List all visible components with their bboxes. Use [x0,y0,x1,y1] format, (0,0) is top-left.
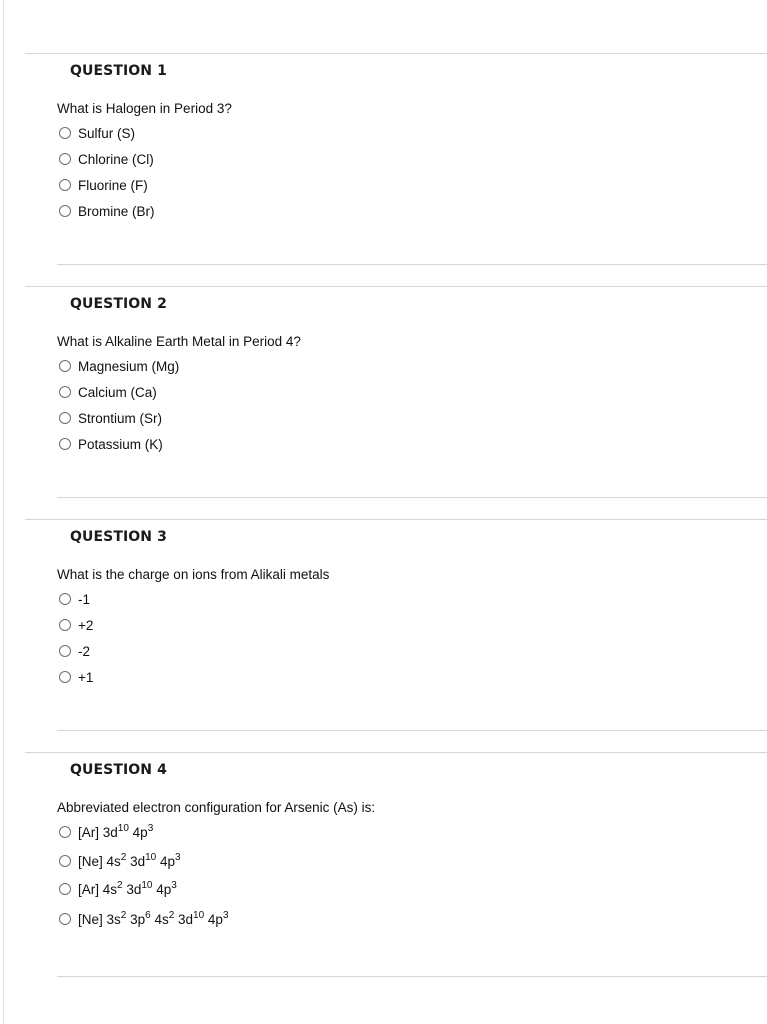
superscript: 2 [120,909,127,921]
answer-label: [Ar] $4s^2$ $3d^{10}$ $4p^3$ [78,879,177,897]
question-bottom-divider [57,497,767,498]
answer-option[interactable] [59,667,93,687]
answer-label: -2 [78,643,91,659]
answer-option[interactable] [59,382,157,402]
answer-label: +1 [78,669,94,685]
answer-option[interactable] [59,879,177,899]
radio-button[interactable] [59,883,71,895]
radio-button[interactable] [59,360,71,372]
radio-button[interactable] [59,205,71,217]
answer-label: Bromine (Br) [78,203,155,219]
radio-button[interactable] [59,826,71,838]
radio-button[interactable] [59,438,71,450]
superscript: 10 [145,851,157,863]
radio-button[interactable] [59,619,71,631]
answer-label: Magnesium (Mg) [78,358,180,374]
radio-button[interactable] [59,179,71,191]
answer-label: [Ne] $3s^2$ $3p^6$ $4s^2$ $3d^{10}$ $4p^3$ [78,909,229,927]
answer-option[interactable] [59,201,155,221]
radio-button[interactable] [59,913,71,925]
question-prompt: What is Alkaline Earth Metal in Period 4? [57,334,301,349]
superscript: 3 [171,879,177,891]
question-divider [25,286,767,287]
question-divider [25,53,767,54]
radio-button[interactable] [59,593,71,605]
question-bottom-divider [57,730,767,731]
question-bottom-divider [57,264,767,265]
question-prompt: What is Halogen in Period 3? [57,101,232,116]
question-title: QUESTION 2 [70,296,167,312]
answer-option[interactable] [59,123,135,143]
superscript: 10 [193,909,205,921]
answer-label: [Ne] $4s^2$ $3d^{10}$ $4p^3$ [78,851,181,869]
answer-option[interactable] [59,434,163,454]
answer-label: Strontium (Sr) [78,410,163,426]
question-bottom-divider [57,976,767,977]
radio-button[interactable] [59,153,71,165]
answer-label: Calcium (Ca) [78,384,157,400]
question-divider [25,519,767,520]
question-prompt: What is the charge on ions from Alikali metals [57,567,330,582]
answer-option[interactable] [59,175,148,195]
superscript: 2 [120,851,127,863]
answer-option[interactable] [59,356,179,376]
answer-label: Fluorine (F) [78,177,148,193]
radio-button[interactable] [59,412,71,424]
answer-label: +2 [78,617,94,633]
superscript: 2 [168,909,175,921]
question-title: QUESTION 1 [70,63,167,79]
superscript: 3 [175,851,181,863]
question-title: QUESTION 3 [70,529,167,545]
radio-button[interactable] [59,127,71,139]
answer-option[interactable] [59,149,154,169]
radio-button[interactable] [59,386,71,398]
answer-option[interactable] [59,851,181,871]
answer-option[interactable] [59,589,90,609]
answer-label: Chlorine (Cl) [78,151,154,167]
superscript: 2 [117,879,123,891]
answer-option[interactable] [59,408,162,428]
answer-label: [Ar] $3d^{10}$ $4p^3$ [78,822,154,840]
answer-label: Sulfur (S) [78,125,136,141]
superscript: 3 [147,822,154,834]
answer-label: -1 [78,591,91,607]
superscript: 10 [117,822,129,834]
answer-option[interactable] [59,615,93,635]
superscript: 6 [145,909,151,921]
answer-label: Potassium (K) [78,436,163,452]
question-divider [25,752,767,753]
superscript: 10 [141,879,153,891]
answer-option[interactable] [59,909,229,929]
question-title: QUESTION 4 [70,762,167,778]
answer-option[interactable] [59,641,90,661]
radio-button[interactable] [59,671,71,683]
radio-button[interactable] [59,855,71,867]
question-prompt: Abbreviated electron configuration for Arsenic (As) is: [57,800,376,815]
superscript: 3 [222,909,229,921]
page-left-border [3,0,4,1024]
answer-option[interactable] [59,822,153,842]
radio-button[interactable] [59,645,71,657]
